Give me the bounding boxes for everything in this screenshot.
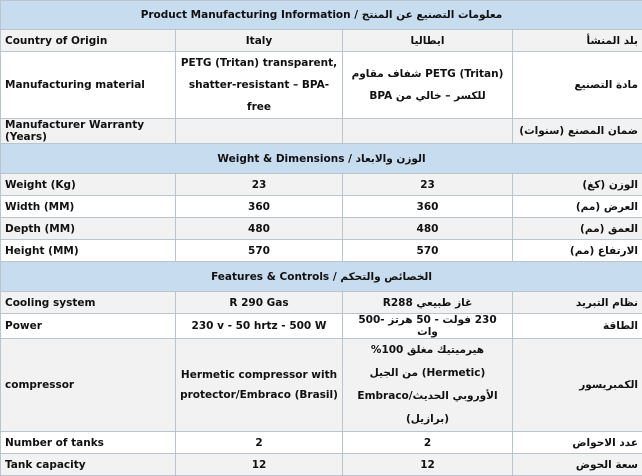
row-value-en: 2 [176,432,343,454]
row-label-en: Depth (MM) [1,218,176,240]
row-label-ar: ضمان المصنع (سنوات) [513,119,642,144]
row-label-en: Manufacturer Warranty (Years) [1,119,176,144]
row-label-ar: نظام التبريد [513,292,642,314]
table-row [1,339,642,432]
row-value-ar: 570 [343,240,513,262]
row-label-en: Height (MM) [1,240,176,262]
table-row [1,454,642,476]
row-value-en: R 290 Gas [176,292,343,314]
row-label-ar: عدد الاحواض [513,432,642,454]
table-row [1,432,642,454]
row-label-en: Power [1,314,176,339]
table-row [1,292,642,314]
table-row [1,30,642,52]
row-value-ar: 12 [343,454,513,476]
section-title: Product Manufacturing Information / معلومات التصنيع عن المنتج [1,1,642,30]
row-label-en: Cooling system [1,292,176,314]
table-row [1,174,642,196]
row-value-ar: هيرميتيك مغلق 100% (Hermetic) من الجيل الأوروبي الحديث/Embraco (برازيل) [343,339,513,432]
row-label-en: Number of tanks [1,432,176,454]
section-header-manufacturing [1,1,642,30]
row-value-ar: غاز طبيعي R288 [343,292,513,314]
row-label-en: compressor [1,339,176,432]
row-value-en: 570 [176,240,343,262]
row-value-ar: 480 [343,218,513,240]
row-value-ar [343,119,513,144]
row-value-en: 23 [176,174,343,196]
table-row [1,196,642,218]
row-label-ar: بلد المنشأ [513,30,642,52]
section-title: Features & Controls / الخصائص والتحكم [1,262,642,292]
row-value-en [176,119,343,144]
row-value-en: Hermetic compressor with protector/Embraco (Brasil) [176,339,343,432]
table-row [1,314,642,339]
table-row [1,52,642,119]
row-label-en: Manufacturing material [1,52,176,119]
row-value-ar: 360 [343,196,513,218]
table-row [1,240,642,262]
section-header-features [1,262,642,292]
row-label-ar: الارتفاع (مم) [513,240,642,262]
section-title: Weight & Dimensions / الوزن والابعاد [1,144,642,174]
row-label-ar: الكمبريسور [513,339,642,432]
row-label-ar: الطاقة [513,314,642,339]
row-value-ar: 230 فولت - 50 هرتز -500 وات [343,314,513,339]
row-label-ar: مادة التصنيع [513,52,642,119]
row-value-en: 360 [176,196,343,218]
row-label-ar: سعة الحوض [513,454,642,476]
table-row [1,119,642,144]
row-label-ar: العمق (مم) [513,218,642,240]
row-label-ar: الوزن (كغ) [513,174,642,196]
row-label-en: Weight (Kg) [1,174,176,196]
row-label-en: Tank capacity [1,454,176,476]
table-row [1,218,642,240]
row-value-ar: PETG (Tritan) شفاف مقاوم للكسر – خالي من BPA [343,52,513,119]
section-header-dimensions [1,144,642,174]
row-value-en: PETG (Tritan) transparent, shatter-resistant – BPA-free [176,52,343,119]
row-value-ar: ايطاليا [343,30,513,52]
row-value-en: 12 [176,454,343,476]
row-label-en: Country of Origin [1,30,176,52]
row-value-ar: 2 [343,432,513,454]
row-value-ar: 23 [343,174,513,196]
row-value-en: Italy [176,30,343,52]
row-label-ar: العرض (مم) [513,196,642,218]
row-label-en: Width (MM) [1,196,176,218]
row-value-en: 480 [176,218,343,240]
row-value-en: 230 v - 50 hrtz - 500 W [176,314,343,339]
